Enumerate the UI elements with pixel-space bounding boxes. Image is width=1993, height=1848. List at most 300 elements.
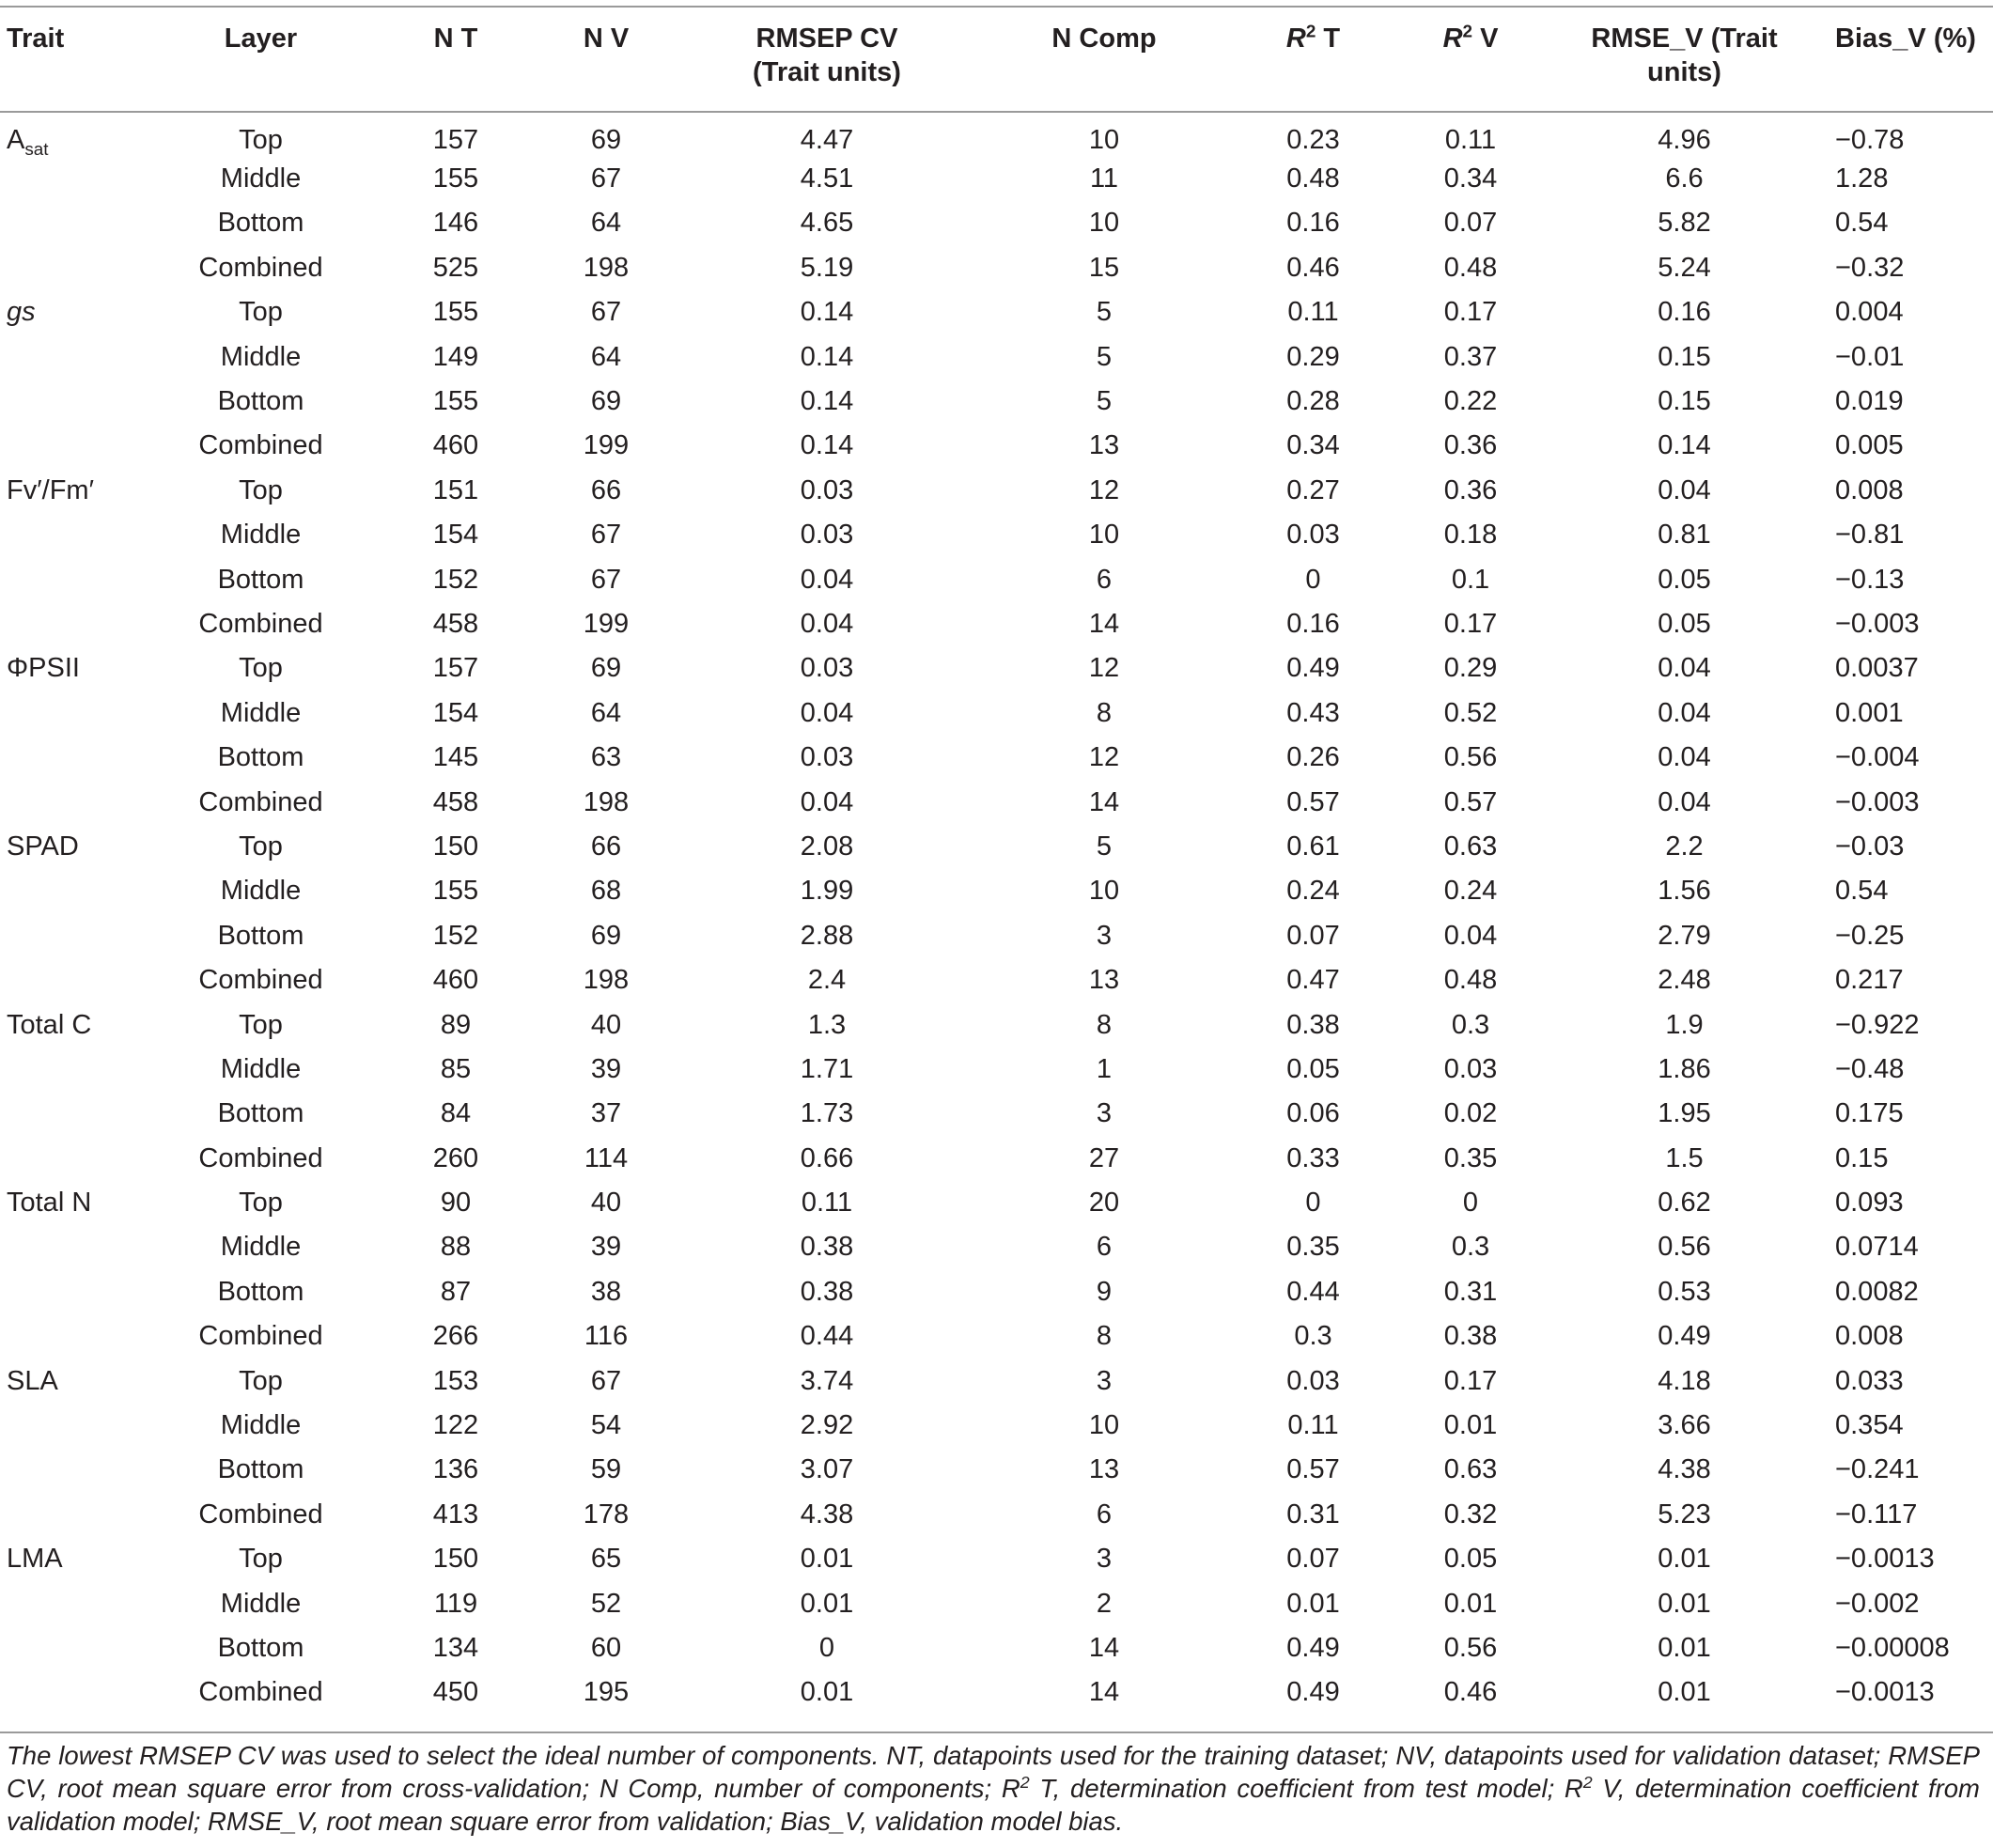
cell-nt: 155	[432, 297, 479, 328]
cell-rmsev: 1.86	[1658, 1053, 1711, 1084]
cell-r2t: 0.27	[1286, 474, 1340, 505]
cell-ncomp: 2	[1096, 1588, 1113, 1619]
cell-r2v: 0.07	[1443, 208, 1498, 239]
table-row	[0, 1359, 1993, 1403]
cell-trait	[0, 1448, 141, 1492]
cell-bias: 0.001	[1835, 697, 1904, 728]
table-row	[0, 1047, 1993, 1091]
cell-nt: 136	[432, 1454, 479, 1485]
cell-nt: 153	[432, 1365, 479, 1396]
header-rmse-v: RMSE_V (Trait units)	[1550, 7, 1818, 112]
cell-ncomp: 10	[1088, 520, 1120, 551]
cell-trait: Fv′/Fm′	[7, 474, 95, 505]
cell-layer: Middle	[220, 1232, 302, 1263]
cell-nt: 150	[432, 831, 479, 862]
cell-ncomp: 20	[1088, 1188, 1120, 1219]
cell-rmsep: 0.66	[800, 1142, 854, 1173]
table-row	[0, 1492, 1993, 1536]
cell-rmsep: 2.88	[800, 920, 854, 951]
cell-layer: Bottom	[217, 920, 304, 951]
cell-r2v: 0.52	[1443, 697, 1498, 728]
cell-trait: Total C	[7, 1009, 92, 1040]
cell-r2t: 0.11	[1287, 297, 1339, 328]
cell-rmsep: 4.38	[800, 1499, 854, 1530]
cell-nv: 69	[590, 920, 622, 951]
cell-layer: Middle	[220, 1410, 302, 1441]
cell-rmsep: 4.51	[800, 163, 854, 194]
cell-nv: 64	[590, 341, 622, 372]
cell-rmsep: 0.38	[800, 1276, 854, 1307]
table-row	[0, 601, 1993, 645]
cell-nt: 119	[433, 1588, 478, 1619]
cell-bias: −0.78	[1835, 125, 1905, 156]
cell-layer: Top	[239, 653, 283, 684]
header-r2v: $R^2$ V	[1391, 7, 1550, 112]
cell-r2v: 0.11	[1444, 125, 1497, 156]
cell-r2v: 0.3	[1451, 1009, 1490, 1040]
cell-nv: 39	[590, 1053, 622, 1084]
cell-rmsep: 5.19	[800, 252, 854, 283]
cell-nv: 198	[583, 965, 630, 996]
header-ncomp: N Comp	[973, 7, 1236, 112]
cell-nv: 68	[590, 876, 622, 907]
cell-r2v: 0.03	[1443, 1053, 1498, 1084]
table-row	[0, 913, 1993, 957]
cell-nv: 40	[590, 1188, 622, 1219]
cell-r2t: 0.03	[1286, 1365, 1340, 1396]
cell-r2t: 0.07	[1286, 1544, 1340, 1575]
cell-ncomp: 13	[1088, 430, 1120, 461]
cell-bias: −0.002	[1835, 1588, 1920, 1619]
cell-r2t: 0.05	[1286, 1053, 1340, 1084]
cell-trait: ΦPSII	[7, 653, 80, 684]
cell-nt: 155	[432, 163, 479, 194]
cell-nt: 145	[432, 742, 479, 773]
cell-trait: SLA	[7, 1365, 58, 1396]
table-row	[0, 424, 1993, 468]
cell-nv: 37	[590, 1098, 622, 1129]
table-row	[0, 1225, 1993, 1269]
cell-trait	[0, 1136, 141, 1180]
cell-rmsep: 0	[818, 1632, 835, 1663]
cell-r2t: 0.49	[1286, 1677, 1340, 1708]
cell-rmsep: 2.4	[807, 965, 847, 996]
cell-bias: 0.0082	[1835, 1276, 1919, 1307]
table-row	[0, 735, 1993, 779]
cell-r2v: 0.05	[1443, 1544, 1498, 1575]
cell-ncomp: 14	[1088, 1632, 1120, 1663]
cell-layer: Top	[239, 1544, 283, 1575]
cell-bias: 0.175	[1835, 1098, 1904, 1129]
cell-layer: Combined	[198, 1499, 323, 1530]
cell-layer: Middle	[220, 341, 302, 372]
cell-nt: 266	[432, 1321, 479, 1352]
cell-r2v: 0.32	[1443, 1499, 1498, 1530]
cell-trait	[0, 379, 141, 423]
cell-r2v: 0.56	[1443, 1632, 1498, 1663]
cell-rmsev: 0.05	[1658, 608, 1711, 639]
table-row	[0, 1180, 1993, 1224]
cell-bias: 1.28	[1835, 163, 1889, 194]
header-nv: N V	[531, 7, 681, 112]
cell-rmsep: 1.73	[800, 1098, 854, 1129]
table-row	[0, 1314, 1993, 1359]
cell-layer: Combined	[198, 252, 323, 283]
cell-nt: 154	[432, 520, 479, 551]
cell-r2t: 0.57	[1286, 1454, 1340, 1485]
cell-layer: Bottom	[217, 742, 304, 773]
cell-layer: Combined	[198, 1321, 323, 1352]
cell-r2v: 0.17	[1443, 608, 1498, 639]
cell-layer: Bottom	[217, 1098, 304, 1129]
cell-rmsep: 0.04	[800, 608, 854, 639]
cell-rmsev: 1.9	[1665, 1009, 1704, 1040]
cell-rmsep: 0.38	[800, 1232, 854, 1263]
cell-nv: 69	[590, 653, 622, 684]
cell-nv: 63	[590, 742, 622, 773]
cell-ncomp: 12	[1088, 474, 1120, 505]
cell-bias: −0.13	[1835, 564, 1905, 595]
cell-bias: −0.0013	[1835, 1677, 1935, 1708]
cell-rmsev: 5.24	[1658, 252, 1711, 283]
cell-r2v: 0.56	[1443, 742, 1498, 773]
table-header	[0, 7, 1993, 112]
cell-bias: −0.32	[1835, 252, 1905, 283]
cell-r2t: 0.61	[1286, 831, 1340, 862]
cell-layer: Bottom	[217, 1454, 304, 1485]
cell-ncomp: 14	[1088, 608, 1120, 639]
cell-r2v: 0.63	[1443, 1454, 1498, 1485]
cell-nt: 84	[440, 1098, 472, 1129]
cell-rmsev: 1.56	[1658, 876, 1711, 907]
cell-rmsev: 0.49	[1658, 1321, 1711, 1352]
cell-r2t: 0.03	[1286, 520, 1340, 551]
cell-r2v: 0.48	[1443, 965, 1498, 996]
cell-rmsev: 2.2	[1665, 831, 1704, 862]
cell-r2t: 0.26	[1286, 742, 1340, 773]
cell-bias: 0.0714	[1835, 1232, 1919, 1263]
cell-nv: 64	[590, 208, 622, 239]
cell-nv: 67	[590, 564, 622, 595]
cell-r2v: 0.17	[1443, 1365, 1498, 1396]
table-row	[0, 824, 1993, 868]
cell-ncomp: 15	[1088, 252, 1120, 283]
cell-bias: −0.03	[1835, 831, 1905, 862]
cell-nv: 52	[590, 1588, 622, 1619]
cell-nv: 67	[590, 163, 622, 194]
cell-r2t: 0.44	[1286, 1276, 1340, 1307]
cell-layer: Combined	[198, 786, 323, 817]
cell-ncomp: 3	[1096, 920, 1113, 951]
footnote-divider	[0, 1732, 1993, 1733]
cell-r2t: 0.35	[1286, 1232, 1340, 1263]
cell-rmsep: 1.71	[800, 1053, 854, 1084]
cell-nv: 116	[584, 1321, 629, 1352]
cell-r2t: 0	[1305, 1188, 1321, 1219]
table-row	[0, 1625, 1993, 1669]
cell-rmsev: 4.38	[1658, 1454, 1711, 1485]
cell-nt: 149	[432, 341, 479, 372]
cell-rmsep: 2.08	[800, 831, 854, 862]
cell-rmsev: 0.56	[1658, 1232, 1711, 1263]
table-footnote: The lowest RMSEP CV was used to select the ideal number of components. NT, datapoints used for the training dataset; NV, datapoints used for validation dataset; RMSEP CV, root mean square error from cross-validation; N Comp, number of components; $R^2$ T, determination coefficient from test model; $R^2$ V, determination coefficient from validation model; RMSE_V, root mean square error from validation; Bias_V, validation model bias.	[7, 1741, 1980, 1836]
cell-rmsev: 0.16	[1658, 297, 1711, 328]
table-row	[0, 112, 1993, 156]
cell-bias: −0.004	[1835, 742, 1920, 773]
cell-ncomp: 12	[1088, 653, 1120, 684]
cell-trait	[0, 1047, 141, 1091]
cell-r2v: 0.57	[1443, 786, 1498, 817]
cell-nv: 60	[590, 1632, 622, 1663]
cell-rmsev: 0.05	[1658, 564, 1711, 595]
cell-rmsep: 4.47	[800, 125, 854, 156]
cell-r2v: 0.01	[1443, 1588, 1498, 1619]
cell-r2v: 0.29	[1443, 653, 1498, 684]
cell-r2v: 0.04	[1443, 920, 1498, 951]
cell-rmsep: 0.03	[800, 742, 854, 773]
cell-ncomp: 10	[1088, 208, 1120, 239]
cell-trait	[0, 156, 141, 200]
table-row	[0, 780, 1993, 824]
header-rmsep-cv: RMSEP CV (Trait units)	[681, 7, 973, 112]
cell-nv: 198	[583, 786, 630, 817]
cell-r2v: 0.34	[1443, 163, 1498, 194]
cell-layer: Middle	[220, 1053, 302, 1084]
cell-nt: 260	[432, 1142, 479, 1173]
cell-bias: −0.003	[1835, 786, 1920, 817]
cell-ncomp: 3	[1096, 1098, 1113, 1129]
cell-r2v: 0.22	[1443, 386, 1498, 417]
cell-layer: Combined	[198, 1142, 323, 1173]
cell-nt: 460	[432, 430, 479, 461]
table-row	[0, 379, 1993, 423]
cell-nt: 88	[440, 1232, 472, 1263]
cell-rmsep: 0.04	[800, 564, 854, 595]
cell-layer: Bottom	[217, 1632, 304, 1663]
cell-trait: $A_{sat}$	[7, 125, 49, 159]
cell-r2t: 0.29	[1286, 341, 1340, 372]
cell-r2v: 0.36	[1443, 430, 1498, 461]
cell-bias: −0.117	[1835, 1499, 1918, 1530]
cell-nv: 69	[590, 386, 622, 417]
cell-r2t: 0.38	[1286, 1009, 1340, 1040]
cell-r2t: 0.49	[1286, 653, 1340, 684]
cell-trait: gs	[7, 297, 36, 328]
cell-trait: SPAD	[7, 831, 79, 862]
cell-layer: Top	[239, 474, 283, 505]
cell-r2t: 0.33	[1286, 1142, 1340, 1173]
cell-bias: 0.033	[1835, 1365, 1904, 1396]
table-row	[0, 290, 1993, 334]
table-row	[0, 1136, 1993, 1180]
cell-r2t: 0.43	[1286, 697, 1340, 728]
cell-rmsep: 0.01	[800, 1588, 854, 1619]
header-trait: Trait	[0, 7, 141, 112]
cell-r2t: 0.23	[1286, 125, 1340, 156]
cell-rmsep: 0.03	[800, 653, 854, 684]
table-row	[0, 869, 1993, 913]
cell-trait	[0, 1314, 141, 1359]
cell-rmsev: 0.62	[1658, 1188, 1711, 1219]
cell-nt: 157	[432, 653, 479, 684]
table-body	[0, 112, 1993, 1715]
cell-trait	[0, 735, 141, 779]
cell-layer: Bottom	[217, 208, 304, 239]
cell-layer: Middle	[220, 163, 302, 194]
cell-nt: 460	[432, 965, 479, 996]
cell-trait: LMA	[7, 1544, 63, 1575]
cell-layer: Bottom	[217, 386, 304, 417]
cell-nv: 65	[590, 1544, 622, 1575]
cell-rmsev: 0.01	[1658, 1632, 1711, 1663]
cell-nv: 69	[590, 125, 622, 156]
cell-rmsep: 0.04	[800, 697, 854, 728]
cell-rmsev: 5.82	[1658, 208, 1711, 239]
table-row	[0, 1448, 1993, 1492]
cell-rmsev: 0.15	[1658, 386, 1711, 417]
cell-nt: 85	[440, 1053, 472, 1084]
cell-rmsev: 4.18	[1658, 1365, 1711, 1396]
cell-bias: −0.003	[1835, 608, 1920, 639]
cell-trait	[0, 201, 141, 245]
header-layer: Layer	[141, 7, 381, 112]
cell-nv: 198	[583, 252, 630, 283]
cell-nv: 199	[583, 430, 630, 461]
cell-rmsev: 2.48	[1658, 965, 1711, 996]
cell-trait	[0, 1670, 141, 1715]
table-row	[0, 646, 1993, 691]
cell-ncomp: 11	[1089, 163, 1119, 194]
cell-r2v: 0.31	[1443, 1276, 1498, 1307]
cell-layer: Top	[239, 1188, 283, 1219]
cell-trait	[0, 1225, 141, 1269]
cell-bias: −0.922	[1835, 1009, 1920, 1040]
cell-nv: 66	[590, 474, 622, 505]
cell-trait	[0, 513, 141, 557]
cell-ncomp: 9	[1096, 1276, 1113, 1307]
cell-nt: 146	[432, 208, 479, 239]
cell-r2t: 0.49	[1286, 1632, 1340, 1663]
cell-rmsev: 0.15	[1658, 341, 1711, 372]
cell-ncomp: 6	[1096, 1499, 1113, 1530]
cell-r2v: 0.35	[1443, 1142, 1498, 1173]
cell-r2t: 0.01	[1286, 1588, 1340, 1619]
cell-nv: 195	[583, 1677, 630, 1708]
table-row	[0, 1269, 1993, 1313]
cell-nt: 134	[432, 1632, 479, 1663]
cell-ncomp: 10	[1088, 876, 1120, 907]
cell-r2t: 0.34	[1286, 430, 1340, 461]
cell-nv: 40	[590, 1009, 622, 1040]
cell-layer: Top	[239, 1009, 283, 1040]
cell-nt: 157	[432, 125, 479, 156]
cell-bias: 0.217	[1835, 965, 1904, 996]
cell-trait	[0, 691, 141, 735]
cell-nv: 54	[590, 1410, 622, 1441]
cell-ncomp: 5	[1096, 831, 1113, 862]
cell-r2t: 0.11	[1287, 1410, 1339, 1441]
cell-r2v: 0.24	[1443, 876, 1498, 907]
cell-r2v: 0.18	[1443, 520, 1498, 551]
cell-r2v: 0.63	[1443, 831, 1498, 862]
cell-ncomp: 5	[1096, 341, 1113, 372]
cell-layer: Top	[239, 831, 283, 862]
cell-bias: 0.019	[1835, 386, 1904, 417]
table-row	[0, 557, 1993, 601]
cell-ncomp: 14	[1088, 786, 1120, 817]
cell-rmsep: 1.99	[800, 876, 854, 907]
cell-ncomp: 3	[1096, 1365, 1113, 1396]
cell-bias: 0.008	[1835, 474, 1904, 505]
cell-r2v: 0.3	[1451, 1232, 1490, 1263]
cell-bias: 0.54	[1835, 208, 1889, 239]
cell-trait	[0, 869, 141, 913]
cell-rmsev: 3.66	[1658, 1410, 1711, 1441]
cell-ncomp: 8	[1096, 697, 1113, 728]
cell-nt: 458	[432, 608, 479, 639]
cell-nv: 178	[583, 1499, 630, 1530]
table-row	[0, 201, 1993, 245]
cell-ncomp: 13	[1088, 1454, 1120, 1485]
cell-nv: 38	[590, 1276, 622, 1307]
header-r2t: $R^2$ T	[1236, 7, 1391, 112]
cell-r2v: 0.17	[1443, 297, 1498, 328]
cell-ncomp: 3	[1096, 1544, 1113, 1575]
table-row	[0, 957, 1993, 1002]
cell-r2v: 0.38	[1443, 1321, 1498, 1352]
cell-r2t: 0.16	[1286, 608, 1340, 639]
cell-ncomp: 14	[1088, 1677, 1120, 1708]
cell-rmsev: 4.96	[1658, 125, 1711, 156]
cell-nv: 67	[590, 520, 622, 551]
cell-trait	[0, 1092, 141, 1136]
table-row	[0, 513, 1993, 557]
cell-rmsev: 0.01	[1658, 1588, 1711, 1619]
cell-r2t: 0.48	[1286, 163, 1340, 194]
cell-trait: Total N	[7, 1188, 92, 1219]
cell-rmsev: 0.04	[1658, 786, 1711, 817]
cell-trait	[0, 601, 141, 645]
cell-r2t: 0.06	[1286, 1098, 1340, 1129]
cell-rmsep: 0.14	[800, 341, 854, 372]
cell-rmsep: 0.14	[800, 386, 854, 417]
cell-trait	[0, 424, 141, 468]
cell-rmsep: 0.11	[801, 1188, 853, 1219]
table-row	[0, 1581, 1993, 1625]
cell-nt: 150	[432, 1544, 479, 1575]
table-row	[0, 1092, 1993, 1136]
cell-rmsep: 1.3	[807, 1009, 847, 1040]
cell-bias: 0.354	[1835, 1410, 1904, 1441]
cell-ncomp: 27	[1088, 1142, 1120, 1173]
cell-ncomp: 5	[1096, 297, 1113, 328]
cell-layer: Middle	[220, 1588, 302, 1619]
cell-rmsep: 2.92	[800, 1410, 854, 1441]
cell-r2v: 0.01	[1443, 1410, 1498, 1441]
cell-ncomp: 12	[1088, 742, 1120, 773]
cell-r2t: 0.47	[1286, 965, 1340, 996]
cell-r2t: 0.24	[1286, 876, 1340, 907]
cell-nv: 67	[590, 1365, 622, 1396]
cell-layer: Top	[239, 297, 283, 328]
cell-nt: 89	[440, 1009, 472, 1040]
cell-ncomp: 8	[1096, 1321, 1113, 1352]
table-row	[0, 334, 1993, 379]
results-table	[0, 6, 1993, 1715]
cell-rmsev: 6.6	[1665, 163, 1704, 194]
cell-layer: Combined	[198, 965, 323, 996]
cell-r2v: 0.36	[1443, 474, 1498, 505]
